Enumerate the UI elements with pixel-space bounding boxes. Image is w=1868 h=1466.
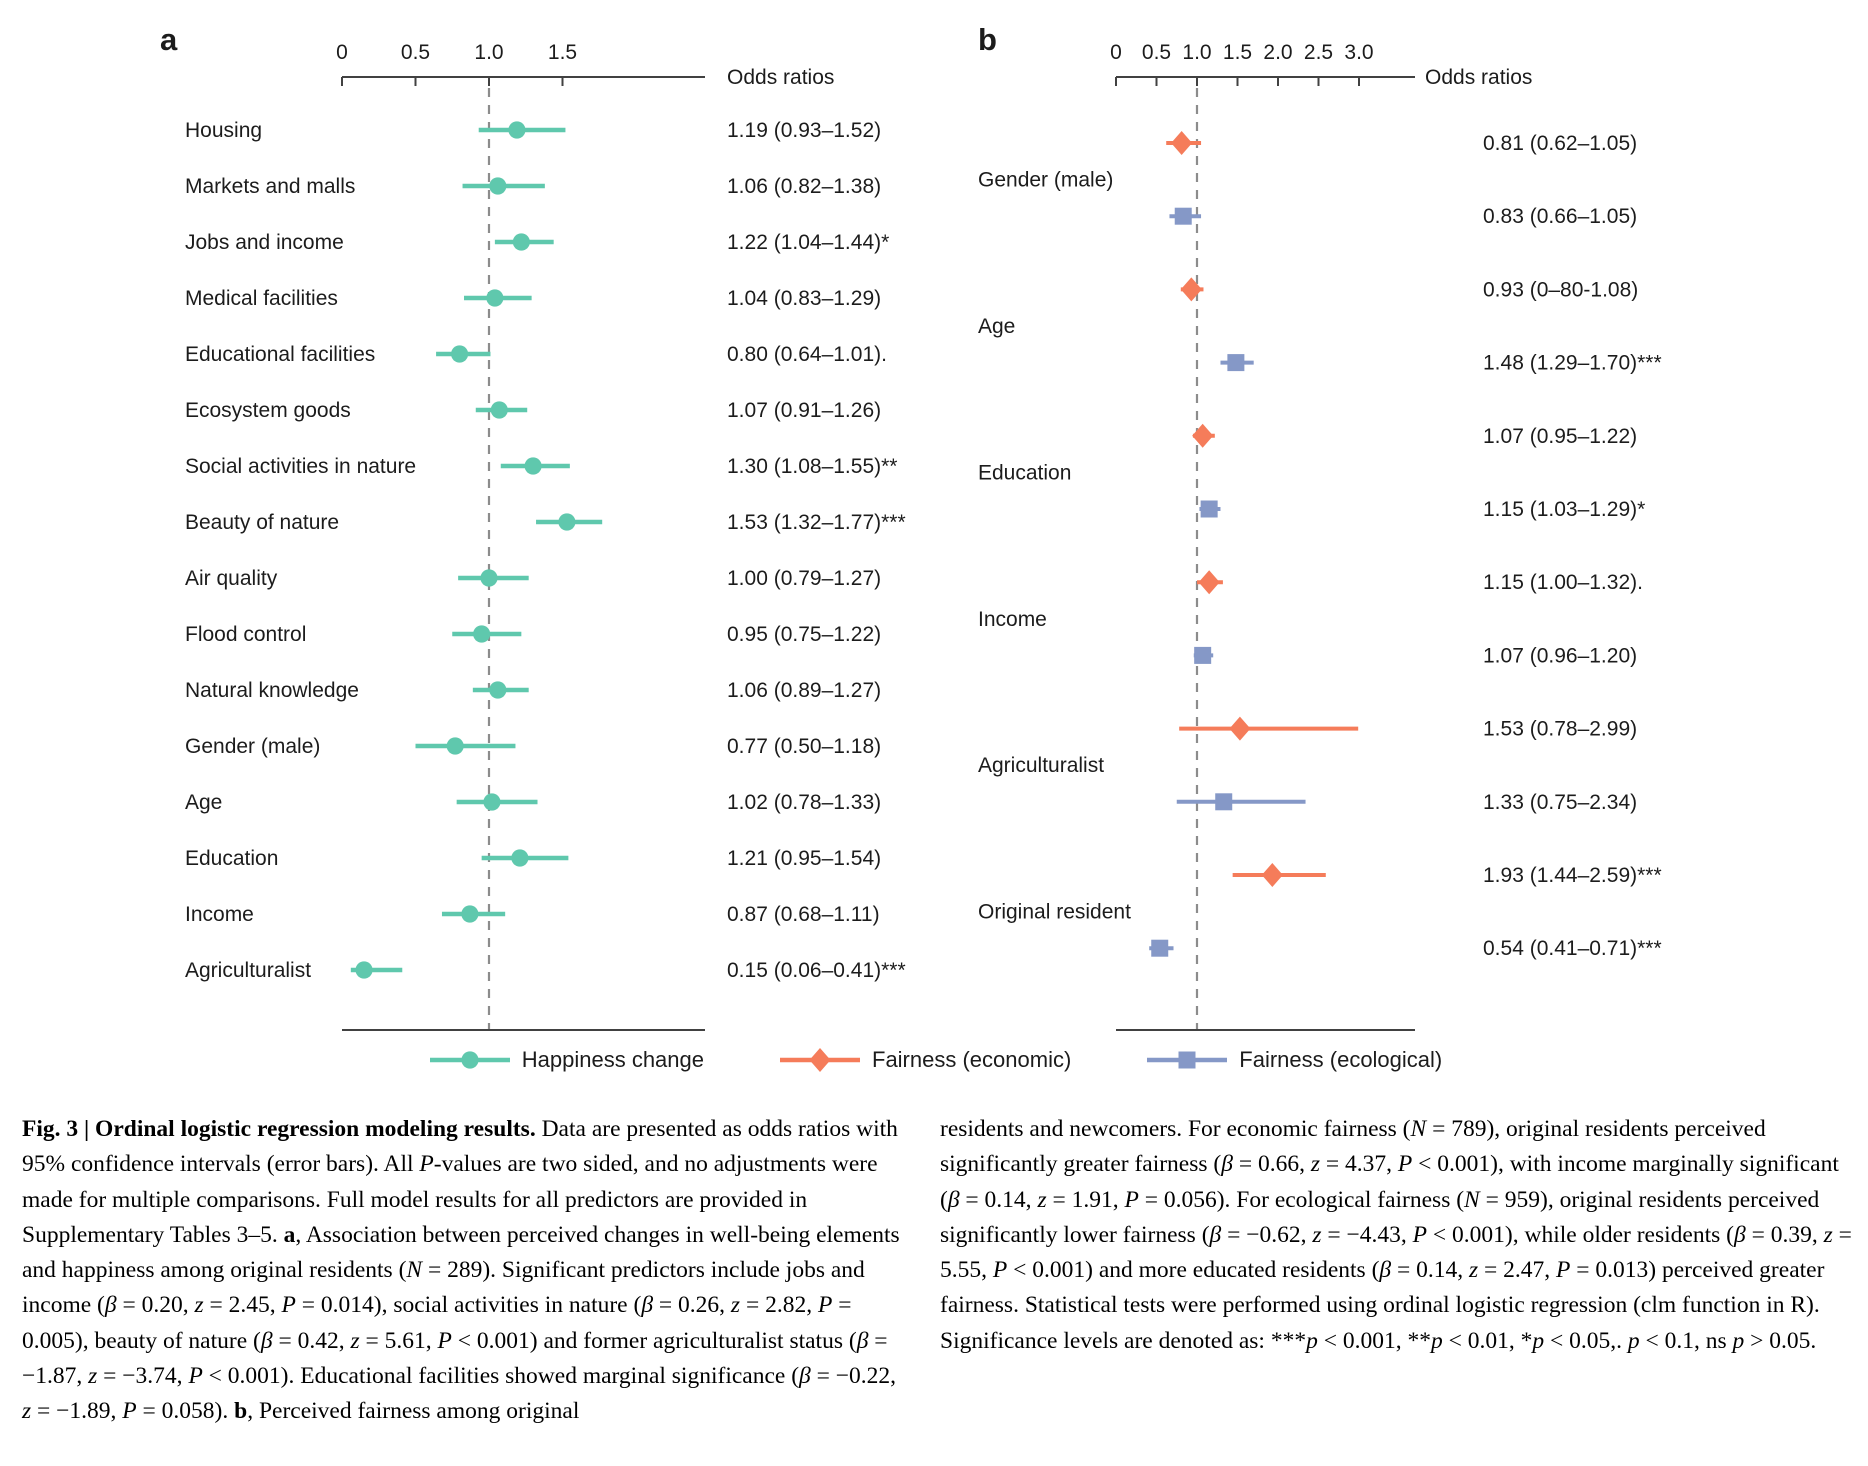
or-marker-circle xyxy=(513,233,530,250)
caption-segment: β xyxy=(856,1327,869,1354)
figure-caption-right xyxy=(940,1112,1858,1359)
row-label: Age xyxy=(185,791,223,814)
caption-segment: P xyxy=(1412,1221,1428,1248)
caption-segment: z xyxy=(1469,1257,1479,1283)
panel-a xyxy=(160,22,906,1030)
row-label: Natural knowledge xyxy=(185,679,359,702)
or-marker-circle xyxy=(525,457,542,474)
panel-b-axis-tick-label: 0 xyxy=(1110,41,1122,64)
figure-caption-left xyxy=(22,1112,908,1429)
or-marker-diamond xyxy=(1262,863,1283,887)
caption-segment: z xyxy=(1823,1221,1833,1248)
group-label: Agriculturalist xyxy=(978,754,1105,778)
row-label: Income xyxy=(185,903,254,926)
caption-segment: = 0.005), beauty of nature ( xyxy=(22,1292,852,1354)
caption-segment: = 0.42, xyxy=(272,1327,351,1354)
odds-ratio-value: 0.80 (0.64–1.01). xyxy=(727,343,887,366)
odds-ratio-value: 1.00 (0.79–1.27) xyxy=(727,567,882,590)
caption-segment: N xyxy=(406,1257,423,1283)
odds-ratio-value: 0.81 (0.62–1.05) xyxy=(1483,132,1638,155)
caption-segment: = 0.058). xyxy=(136,1398,235,1424)
or-marker-square xyxy=(1175,208,1192,225)
caption-segment: p xyxy=(1430,1327,1443,1354)
caption-segment: residents and newcomers. For economic fairness ( xyxy=(940,1116,1411,1142)
caption-segment: > 0.05. xyxy=(1744,1327,1817,1354)
odds-ratio-value: 0.87 (0.68–1.11) xyxy=(727,903,880,926)
legend xyxy=(0,1040,1868,1080)
caption-segment: P xyxy=(188,1362,203,1389)
caption-segment: N xyxy=(1464,1186,1480,1213)
caption-segment: = 4.37, xyxy=(1320,1151,1398,1178)
caption-segment: P xyxy=(1556,1257,1571,1283)
caption-segment: N xyxy=(1410,1116,1427,1142)
or-marker-circle xyxy=(489,177,506,194)
or-marker-circle xyxy=(491,401,508,418)
odds-ratio-value: 1.02 (0.78–1.33) xyxy=(727,791,882,814)
caption-segment: = 959), original residents perceived significantly lower fairness ( xyxy=(940,1186,1820,1248)
or-marker-circle xyxy=(473,625,490,642)
caption-segment: b xyxy=(234,1398,248,1424)
row-label: Agriculturalist xyxy=(185,959,312,982)
or-marker-circle xyxy=(508,121,525,138)
odds-ratio-value: 0.54 (0.41–0.71)*** xyxy=(1483,937,1662,961)
caption-segment: a xyxy=(283,1221,296,1248)
caption-segment: = 0.014), social activities in nature ( xyxy=(295,1292,642,1319)
caption-segment: -values are two sided, and no adjustments were made for multiple comparisons. Full model results for all predictors are provided in Supplementary Tables 3–5. xyxy=(22,1151,878,1248)
row-label: Beauty of nature xyxy=(185,511,340,534)
row-label: Markets and malls xyxy=(185,175,356,198)
or-marker-square xyxy=(1215,793,1232,810)
panel-b-odds-ratios-header: Odds ratios xyxy=(1425,66,1533,89)
odds-ratio-value: 1.04 (0.83–1.29) xyxy=(727,287,882,310)
odds-ratio-value: 1.21 (0.95–1.54) xyxy=(727,847,882,870)
or-marker-circle xyxy=(480,569,497,586)
or-marker-diamond xyxy=(1229,717,1250,741)
or-marker-square xyxy=(1151,940,1168,957)
or-marker-circle xyxy=(461,905,478,922)
caption-segment: < 0.001) and former agriculturalist status ( xyxy=(451,1327,857,1354)
circle-legend-icon xyxy=(426,1040,514,1080)
panel-a-axis-tick-label: 0 xyxy=(336,41,348,64)
caption-segment: = 0.26, xyxy=(653,1292,731,1319)
caption-segment: P xyxy=(992,1257,1008,1283)
caption-segment: β xyxy=(799,1362,811,1389)
odds-ratio-value: 1.53 (1.32–1.77)*** xyxy=(727,511,906,534)
caption-segment: p xyxy=(1306,1327,1318,1354)
odds-ratio-value: 1.15 (1.03–1.29)* xyxy=(1483,498,1646,521)
legend-label: Happiness change xyxy=(521,1047,704,1072)
panel-a-axis-tick-label: 1.5 xyxy=(547,41,578,64)
legend-label: Fairness (economic) xyxy=(872,1047,1072,1072)
caption-segment: < 0.05,. xyxy=(1544,1327,1628,1354)
caption-segment: = 5.61, xyxy=(359,1327,438,1354)
caption-segment: Fig. 3 | Ordinal logistic regression modeling results. xyxy=(22,1116,542,1142)
panel-a-odds-ratios-header: Odds ratios xyxy=(727,66,835,89)
caption-segment: z xyxy=(88,1362,98,1389)
caption-segment: < 0.1, ns xyxy=(1639,1327,1733,1354)
legend-label: Fairness (ecological) xyxy=(1239,1047,1443,1072)
or-marker-square xyxy=(1201,501,1218,518)
caption-segment: = −1.87, xyxy=(22,1327,888,1389)
or-marker-diamond xyxy=(1181,277,1202,301)
caption-segment: , Association between perceived changes in well-being elements and happiness among original residents ( xyxy=(22,1221,900,1283)
group-label: Income xyxy=(978,607,1047,631)
row-label: Air quality xyxy=(185,567,278,590)
caption-segment: β xyxy=(1733,1221,1746,1248)
caption-segment: p xyxy=(1732,1327,1745,1354)
caption-segment: P xyxy=(817,1292,833,1319)
caption-segment: = 0.013) perceived greater fairness. Statistical tests were performed using ordinal logistic regression (clm function in R). Significance levels are denoted as: *** xyxy=(940,1257,1825,1354)
caption-segment: β xyxy=(1221,1151,1233,1178)
caption-segment: = −4.43, xyxy=(1321,1221,1413,1248)
odds-ratio-value: 1.07 (0.96–1.20) xyxy=(1483,644,1638,668)
caption-segment: = −1.89, xyxy=(31,1398,123,1424)
caption-segment: = 5.55, xyxy=(940,1221,1852,1283)
row-label: Medical facilities xyxy=(185,287,338,310)
or-marker-circle xyxy=(483,793,500,810)
caption-segment: p xyxy=(1627,1327,1640,1354)
diamond-legend-icon xyxy=(776,1040,864,1080)
caption-segment: = 289). Significant predictors include jobs and income ( xyxy=(22,1257,865,1319)
or-marker-circle xyxy=(486,289,503,306)
or-marker-circle xyxy=(447,737,464,754)
caption-segment: < 0.001). Educational facilities showed marginal significance ( xyxy=(202,1362,800,1389)
caption-segment: p xyxy=(1532,1327,1545,1354)
panel-b-axis-tick-label: 2.5 xyxy=(1303,41,1334,64)
odds-ratio-value: 1.06 (0.89–1.27) xyxy=(727,679,882,702)
caption-segment: z xyxy=(1037,1186,1047,1213)
caption-segment: = −0.22, xyxy=(810,1362,897,1389)
row-label: Social activities in nature xyxy=(185,455,417,478)
panel-a-axis-tick-label: 1.0 xyxy=(474,41,504,64)
odds-ratio-value: 1.15 (1.00–1.32). xyxy=(1483,571,1643,595)
caption-segment: z xyxy=(22,1398,32,1424)
panel-b-axis-tick-label: 2.0 xyxy=(1263,41,1293,64)
odds-ratio-value: 0.77 (0.50–1.18) xyxy=(727,735,882,758)
odds-ratio-value: 0.95 (0.75–1.22) xyxy=(727,623,882,646)
row-label: Flood control xyxy=(185,623,307,646)
caption-segment: β xyxy=(1379,1257,1392,1283)
odds-ratio-value: 1.48 (1.29–1.70)*** xyxy=(1483,351,1662,375)
caption-segment: = 0.14, xyxy=(1391,1257,1469,1283)
caption-segment: Data are presented as odds ratios with 95% confidence intervals (error bars). All xyxy=(22,1116,898,1178)
panel-b-axis-tick-label: 0.5 xyxy=(1141,41,1172,64)
caption-segment: = 1.91, xyxy=(1046,1186,1125,1213)
caption-segment: z xyxy=(1312,1221,1322,1248)
caption-segment: β xyxy=(1209,1221,1222,1248)
caption-segment: = 0.20, xyxy=(116,1292,195,1319)
or-marker-diamond xyxy=(1171,131,1192,155)
caption-segment: β xyxy=(947,1186,960,1213)
or-marker-circle xyxy=(489,681,506,698)
odds-ratio-value: 1.30 (1.08–1.55)** xyxy=(727,455,898,478)
caption-segment: < 0.01, * xyxy=(1442,1327,1533,1354)
or-marker-square xyxy=(1227,354,1244,371)
caption-segment: = 789), original residents perceived significantly greater fairness ( xyxy=(940,1116,1766,1178)
row-label: Housing xyxy=(185,119,263,142)
odds-ratio-value: 1.93 (1.44–2.59)*** xyxy=(1483,864,1662,887)
group-label: Age xyxy=(978,315,1016,338)
caption-segment: = 2.45, xyxy=(203,1292,282,1319)
group-label: Gender (male) xyxy=(978,168,1114,192)
caption-segment: P xyxy=(281,1292,296,1319)
odds-ratio-value: 0.15 (0.06–0.41)*** xyxy=(727,959,906,982)
odds-ratio-value: 1.33 (0.75–2.34) xyxy=(1483,790,1638,814)
odds-ratio-value: 1.19 (0.93–1.52) xyxy=(727,119,882,142)
caption-segment: z xyxy=(194,1292,204,1319)
caption-segment: < 0.001), with income marginally significant ( xyxy=(940,1151,1839,1213)
caption-segment: = 0.66, xyxy=(1232,1151,1311,1178)
panel-b-axis-tick-label: 3.0 xyxy=(1344,41,1374,64)
caption-segment: < 0.001), while older residents ( xyxy=(1427,1221,1734,1248)
panel-b-axis-tick-label: 1.0 xyxy=(1182,41,1212,64)
caption-segment: , Perceived fairness among original xyxy=(247,1398,580,1424)
odds-ratio-value: 0.93 (0–80-1.08) xyxy=(1483,278,1639,302)
caption-segment: z xyxy=(730,1292,741,1319)
panel-a-label: a xyxy=(160,22,178,57)
panel-b-label: b xyxy=(978,22,997,57)
caption-segment: = 0.39, xyxy=(1745,1221,1824,1248)
caption-segment: P xyxy=(437,1327,452,1354)
legend-item-happiness-change xyxy=(426,1040,704,1080)
group-label: Original resident xyxy=(978,900,1131,924)
odds-ratio-value: 1.53 (0.78–2.99) xyxy=(1483,717,1638,741)
row-label: Jobs and income xyxy=(185,231,344,254)
row-label: Ecosystem goods xyxy=(185,399,351,422)
panel-b-axis-tick-label: 1.5 xyxy=(1222,41,1253,64)
caption-segment: z xyxy=(350,1327,360,1354)
caption-segment: = 2.47, xyxy=(1478,1257,1557,1283)
legend-item-fairness-economic xyxy=(776,1040,1071,1080)
caption-segment: = −3.74, xyxy=(97,1362,189,1389)
square-legend-icon xyxy=(1143,1040,1231,1080)
or-marker-diamond xyxy=(1199,570,1220,594)
row-label: Education xyxy=(185,847,279,870)
caption-segment: = 0.14, xyxy=(959,1186,1038,1213)
caption-segment: = 0.056). For ecological fairness ( xyxy=(1138,1186,1465,1213)
caption-segment: P xyxy=(1124,1186,1139,1213)
or-marker-circle xyxy=(355,961,372,978)
or-marker-diamond xyxy=(1192,424,1213,448)
caption-segment: β xyxy=(641,1292,654,1319)
caption-segment: P xyxy=(122,1398,137,1424)
odds-ratio-value: 0.83 (0.66–1.05) xyxy=(1483,205,1638,229)
caption-segment: < 0.001) and more educated residents ( xyxy=(1007,1257,1380,1283)
caption-segment: P xyxy=(1397,1151,1413,1178)
or-marker-square xyxy=(1194,647,1211,664)
odds-ratio-value: 1.22 (1.04–1.44)* xyxy=(727,231,890,254)
legend-marker xyxy=(461,1051,478,1068)
caption-segment: β xyxy=(104,1292,117,1319)
or-marker-circle xyxy=(511,849,528,866)
odds-ratio-value: 1.06 (0.82–1.38) xyxy=(727,175,882,198)
caption-segment: = 2.82, xyxy=(740,1292,818,1319)
or-marker-circle xyxy=(558,513,575,530)
or-marker-circle xyxy=(451,345,468,362)
odds-ratio-value: 1.07 (0.95–1.22) xyxy=(1483,424,1638,448)
legend-marker xyxy=(1179,1052,1196,1069)
group-label: Education xyxy=(978,461,1072,485)
odds-ratio-value: 1.07 (0.91–1.26) xyxy=(727,399,882,422)
legend-marker xyxy=(810,1048,831,1072)
row-label: Gender (male) xyxy=(185,735,321,758)
caption-segment: P xyxy=(419,1151,434,1178)
caption-segment: = −0.62, xyxy=(1221,1221,1313,1248)
caption-segment: < 0.001, ** xyxy=(1317,1327,1431,1354)
panel-a-axis-tick-label: 0.5 xyxy=(400,41,431,64)
panel-b xyxy=(978,22,1662,1030)
caption-segment: z xyxy=(1310,1151,1320,1178)
caption-segment: β xyxy=(260,1327,273,1354)
row-label: Educational facilities xyxy=(185,343,376,366)
legend-item-fairness-ecological xyxy=(1143,1040,1442,1080)
